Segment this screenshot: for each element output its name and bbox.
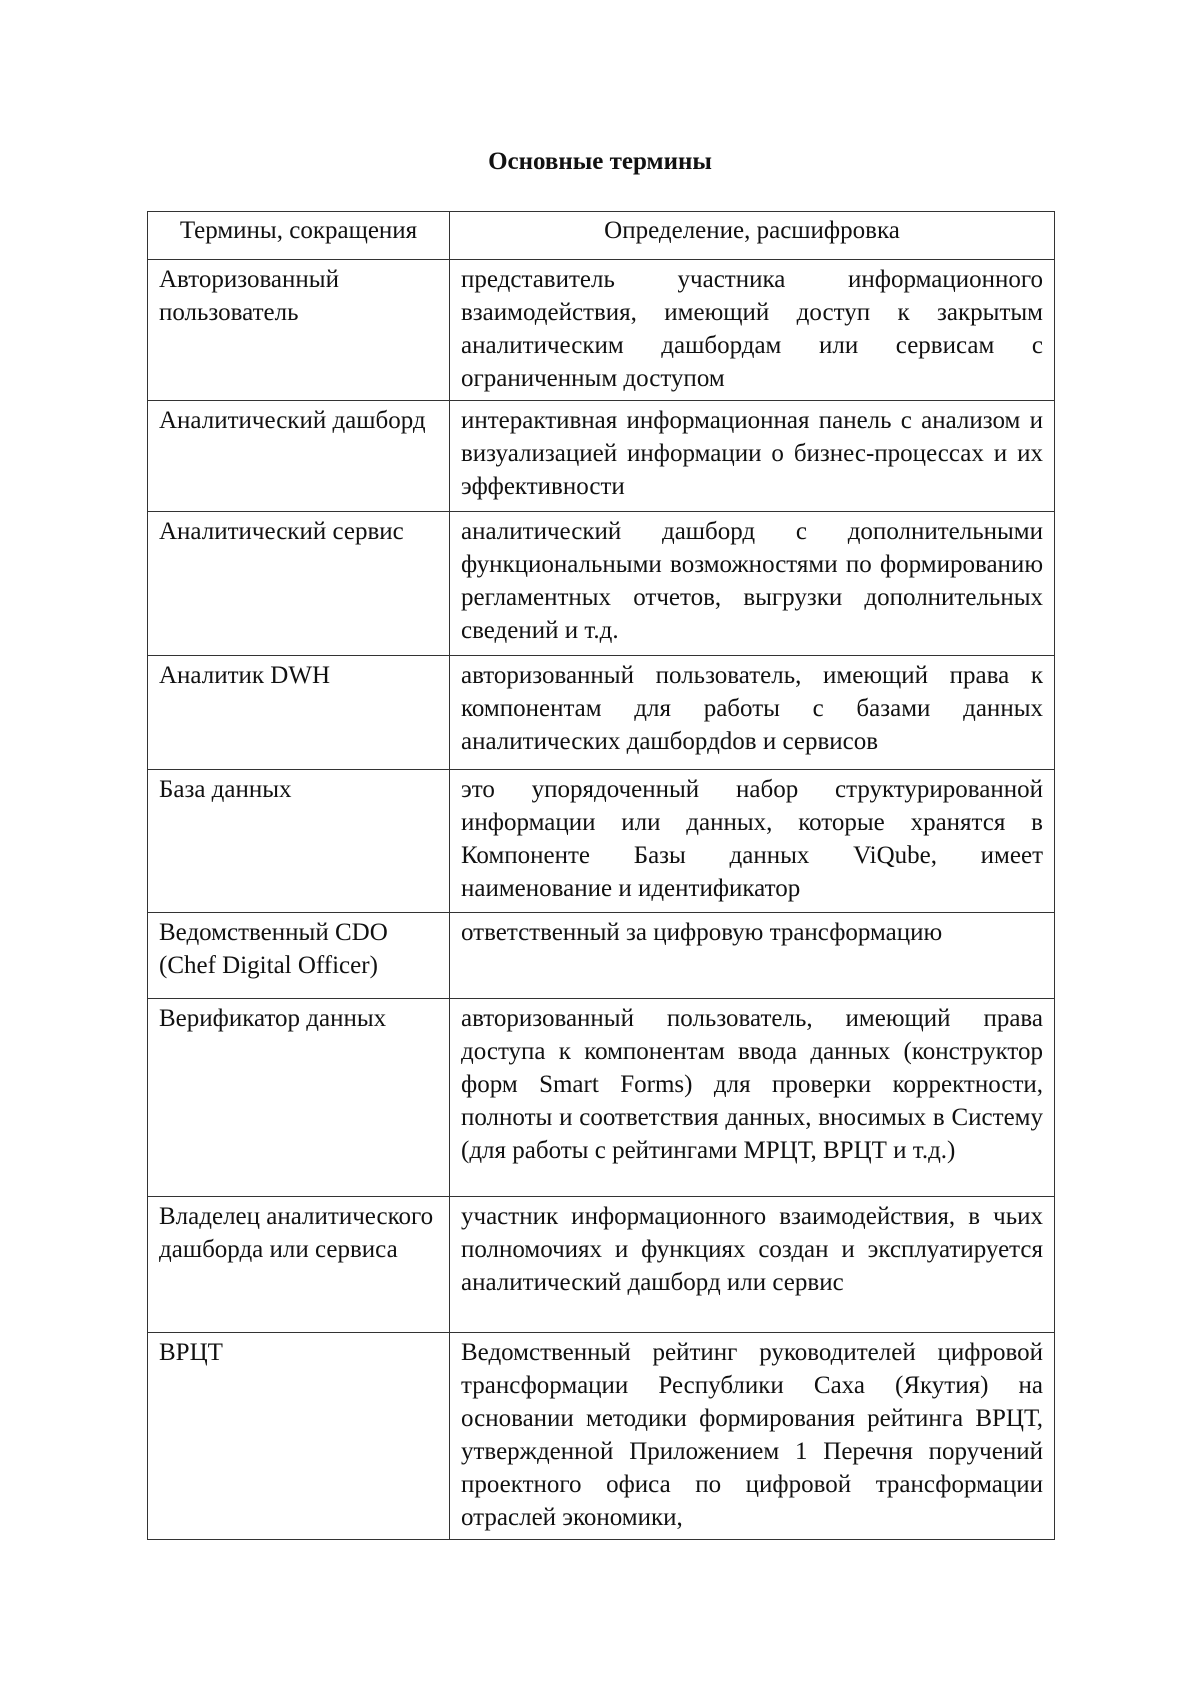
column-header-terms: Термины, сокращения: [148, 212, 450, 260]
table-row: [148, 260, 1055, 401]
definition-cell: авторизованный пользователь, имеющий права к компонентам для работы с базами данных аналитических дашбордdов и сервисов: [450, 656, 1055, 770]
term-cell: Аналитический сервис: [148, 512, 450, 656]
column-header-definitions: Определение, расшифровка: [450, 212, 1055, 260]
table-row: [148, 656, 1055, 770]
term-cell: Владелец аналитического дашборда или сервиса: [148, 1197, 450, 1333]
definition-cell: авторизованный пользователь, имеющий права доступа к компонентам ввода данных (конструктор форм Smart Forms) для проверки корректности, полноты и соответствия данных, вносимых в Систему (для работы с рейтингами МРЦТ, ВРЦТ и т.д.): [450, 999, 1055, 1197]
table-row: [148, 401, 1055, 512]
term-cell: ВРЦТ: [148, 1333, 450, 1540]
definition-cell: это упорядоченный набор структурированной информации или данных, которые хранятся в Компоненте Базы данных ViQube, имеет наименование и идентификатор: [450, 770, 1055, 913]
term-cell: Авторизованный пользователь: [148, 260, 450, 401]
table-header-row: [148, 212, 1055, 260]
table-row: [148, 512, 1055, 656]
table-row: [148, 770, 1055, 913]
definition-cell: ответственный за цифровую трансформацию: [450, 913, 1055, 999]
definition-cell: Ведомственный рейтинг руководителей цифровой трансформации Республики Саха (Якутия) на основании методики формирования рейтинга ВРЦТ, утвержденной Приложением 1 Перечня поручений проектного офиса по цифровой трансформации отраслей экономики,: [450, 1333, 1055, 1540]
term-cell: Ведомственный CDO (Chef Digital Officer): [148, 913, 450, 999]
table-row: [148, 1333, 1055, 1540]
definition-cell: аналитический дашборд с дополнительными функциональными возможностями по формированию регламентных отчетов, выгрузки дополнительных сведений и т.д.: [450, 512, 1055, 656]
term-cell: База данных: [148, 770, 450, 913]
page-title: Основные термины: [488, 148, 712, 175]
term-cell: Верификатор данных: [148, 999, 450, 1197]
table-row: [148, 913, 1055, 999]
term-cell: Аналитик DWH: [148, 656, 450, 770]
table-row: [148, 999, 1055, 1197]
table-row: [148, 1197, 1055, 1333]
definition-cell: участник информационного взаимодействия, в чьих полномочиях и функциях создан и эксплуатируется аналитический дашборд или сервис: [450, 1197, 1055, 1333]
definition-cell: интерактивная информационная панель с анализом и визуализацией информации о бизнес-процессах и их эффективности: [450, 401, 1055, 512]
terms-table: [147, 211, 1055, 1540]
term-cell: Аналитический дашборд: [148, 401, 450, 512]
definition-cell: представитель участника информационного взаимодействия, имеющий доступ к закрытым аналитическим дашбордам или сервисам с ограниченным доступом: [450, 260, 1055, 401]
